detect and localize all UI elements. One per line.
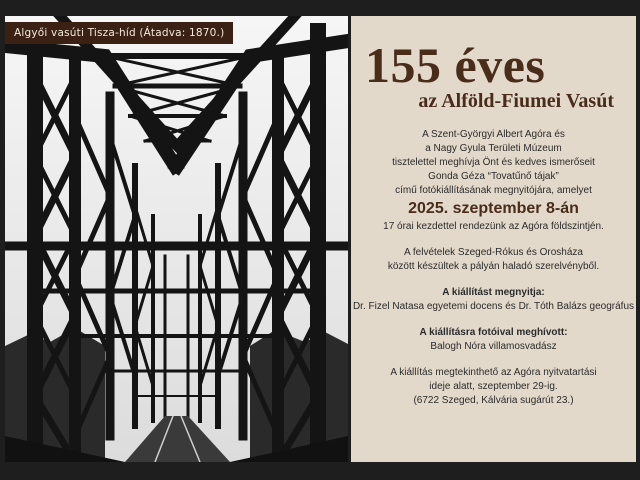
text-panel (351, 16, 636, 462)
invitation-line: című fotókiállításának megnyitójára, amelyet (395, 185, 592, 196)
visiting-line: ideje alatt, szeptember 29-ig. (429, 381, 558, 392)
event-date: 2025. szeptember 8-án (408, 200, 579, 217)
bridge-truss-illustration (5, 16, 348, 462)
subheadline: az Alföld-Fiumei Vasút (418, 90, 614, 112)
opening-heading: A kiállítást megnyitja: (442, 287, 545, 298)
opening-text: Dr. Fizel Natasa egyetemi docens és Dr. Tóth Balázs geográfus (352, 301, 635, 312)
photo-caption: Algyői vasúti Tisza-híd (Átadva: 1870.) (5, 22, 233, 44)
photos-info-line: között készültek a pályán haladó szerelvényből. (387, 261, 600, 272)
guest-text: Balogh Nóra villamosvadász (430, 341, 557, 352)
visiting-line: A kiállítás megtekinthető az Agóra nyitvatartási (390, 367, 597, 378)
invitation-line: A Szent-Györgyi Albert Agóra és (422, 129, 565, 140)
time-line: 17 órai kezdettel rendezünk az Agóra földszintjén. (383, 221, 604, 232)
invitation-line: a Nagy Gyula Területi Múzeum (425, 143, 562, 154)
visiting-address: (6722 Szeged, Kálvária sugárút 23.) (413, 395, 574, 406)
photos-info-line: A felvételek Szeged-Rókus és Orosháza (404, 247, 583, 258)
headline: 155 éves (365, 37, 546, 93)
invitation-line: tisztelettel meghívja Önt és kedves ismerőseit (392, 157, 595, 168)
bridge-photo (5, 16, 348, 462)
invitation-line: Gonda Géza “Tovatűnő tájak” (428, 171, 559, 182)
invitation-body (351, 128, 636, 408)
guest-heading: A kiállításra fotóival meghívott: (419, 327, 568, 338)
